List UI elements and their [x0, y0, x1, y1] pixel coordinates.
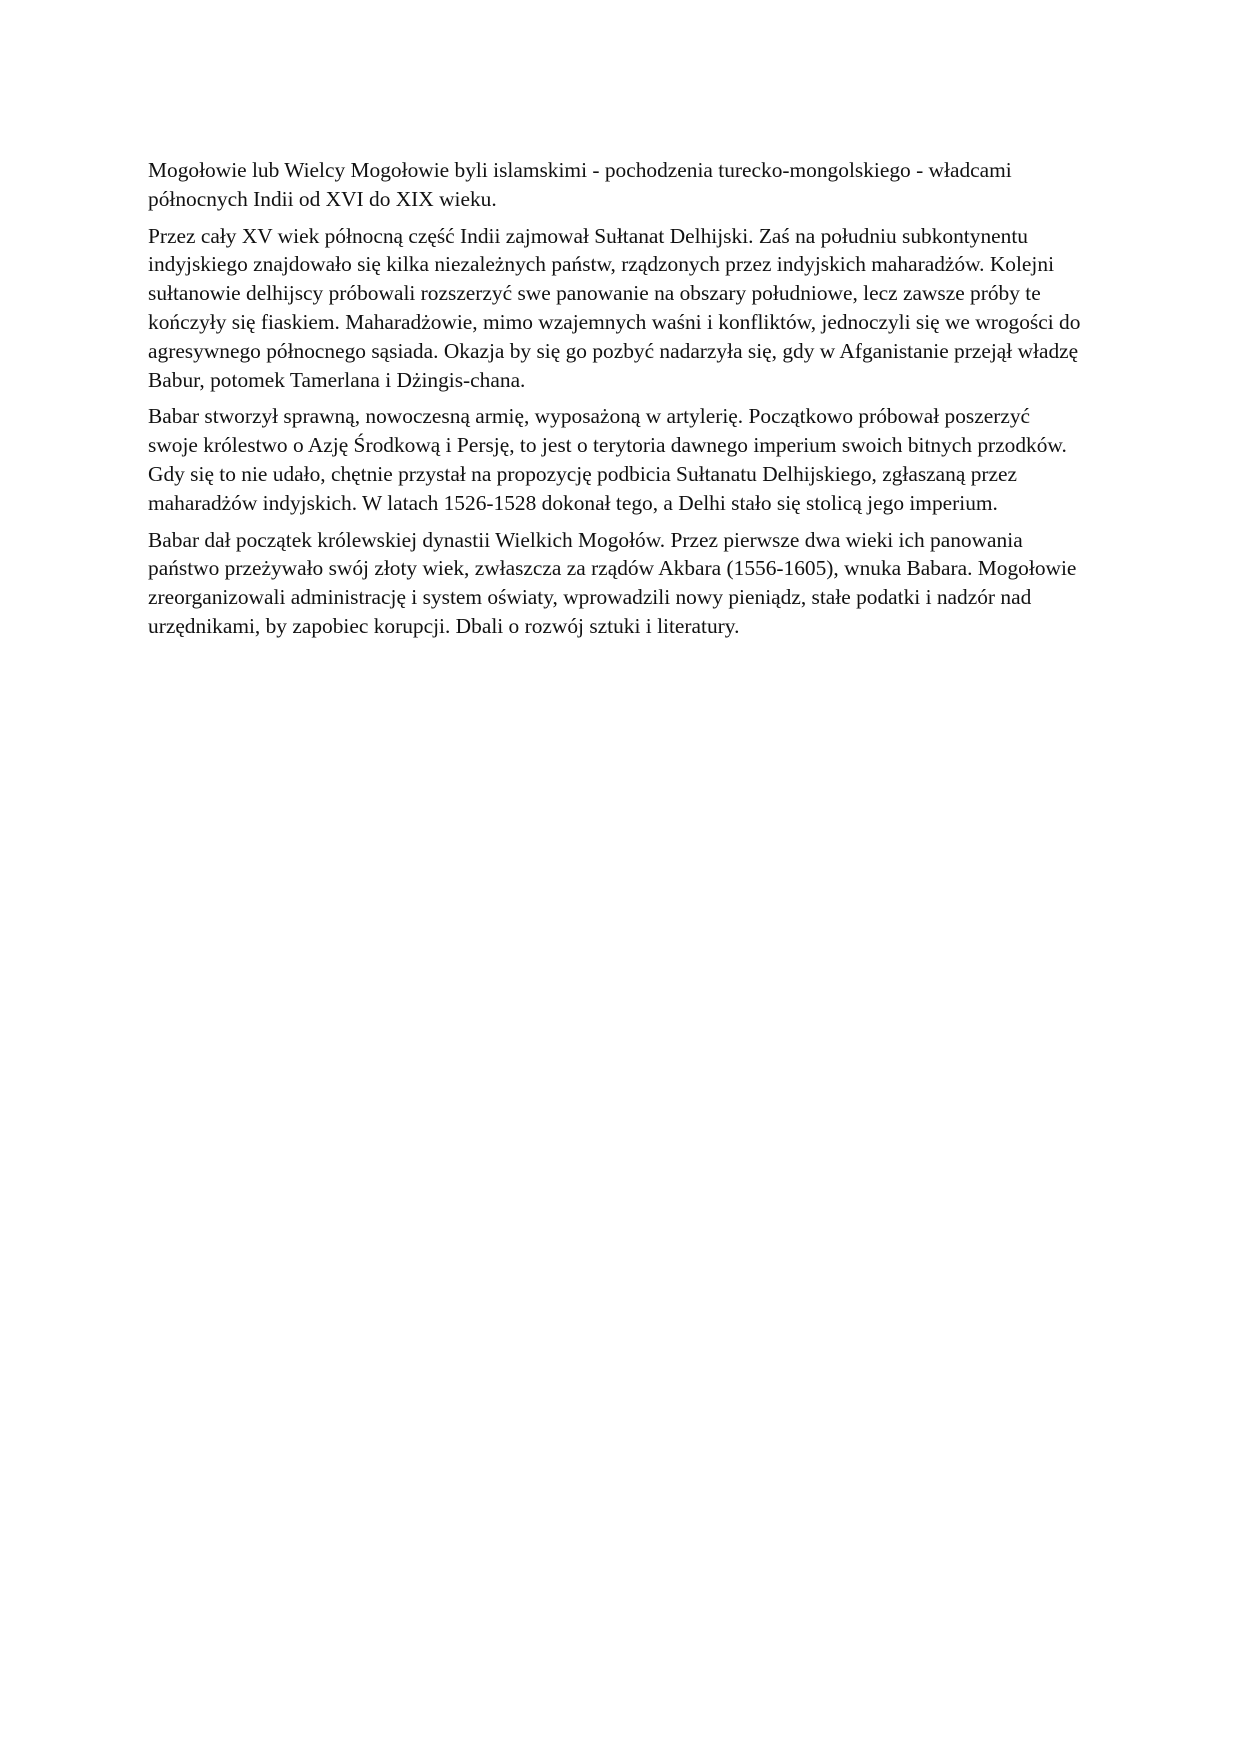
paragraph-babar-army: Babar stworzył sprawną, nowoczesną armię, wyposażoną w artylerię. Początkowo próbował poszerzyć swoje królestwo o Azję Środkową i Persję, to jest o terytoria dawnego imperium swoich bitnych przodków. Gdy się to nie udało, chętnie przystał na propozycję podbicia Sułtanatu Delhijskiego, zgłaszaną przez maharadżów indyjskich. W latach 1526-1528 dokonał tego, a Delhi stało się stolicą jego imperium. [148, 404, 1067, 515]
document-body [148, 156, 1084, 649]
paragraph-delhi-sultanate: Przez cały XV wiek północną część Indii zajmował Sułtanat Delhijski. Zaś na południu subkontynentu indyjskiego znajdowało się kilka niezależnych państw, rządzonych przez indyjskich maharadżów. Kolejni sułtanowie delhijscy próbowali rozszerzyć swe panowanie na obszary południowe, lecz zawsze próby te kończyły się fiaskiem. Maharadżowie, mimo wzajemnych waśni i konfliktów, jednoczyli się we wrogości do agresywnego północnego sąsiada. Okazja by się go pozbyć nadarzyła się, gdy w Afganistanie przejął władzę Babur, potomek Tamerlana i Dżingis-chana. [148, 223, 1081, 392]
paragraph-intro: Mogołowie lub Wielcy Mogołowie byli islamskimi - pochodzenia turecko-mongolskiego - władcami północnych Indii od XVI do XIX wieku. [148, 158, 1012, 211]
paragraph-dynasty: Babar dał początek królewskiej dynastii Wielkich Mogołów. Przez pierwsze dwa wieki ich panowania państwo przeżywało swój złoty wiek, zwłaszcza za rządów Akbara (1556-1605), wnuka Babara. Mogołowie zreorganizowali administrację i system oświaty, wprowadzili nowy pieniądz, stałe podatki i nadzór nad urzędnikami, by zapobiec korupcji. Dbali o rozwój sztuki i literatury. [148, 527, 1077, 638]
